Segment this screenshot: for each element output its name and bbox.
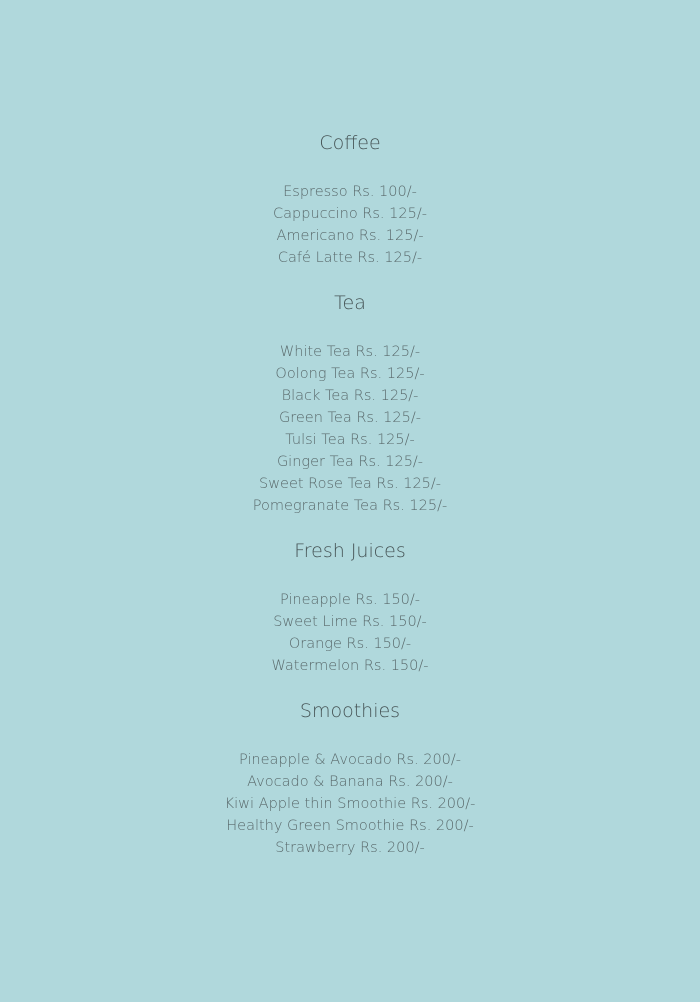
menu-item: Pineapple Rs. 150/-: [279, 592, 421, 608]
menu-section-fresh-juices: [272, 536, 429, 677]
item-list-tea: [253, 341, 447, 517]
menu-item: Strawberry Rs. 200/-: [275, 840, 425, 856]
menu-item: Black Tea Rs. 125/-: [281, 388, 419, 404]
menu-item: Watermelon Rs. 150/-: [271, 658, 429, 674]
menu-item: Sweet Rose Tea Rs. 125/-: [258, 476, 442, 492]
menu-item: White Tea Rs. 125/-: [279, 344, 421, 360]
menu-item: Sweet Lime Rs. 150/-: [273, 614, 427, 630]
menu-item: Orange Rs. 150/-: [288, 636, 412, 652]
section-title-fresh-juices: Fresh Juices: [294, 540, 406, 562]
menu-item: Americano Rs. 125/-: [276, 228, 424, 244]
menu-item: Espresso Rs. 100/-: [283, 184, 417, 200]
menu-item: Cappuccino Rs. 125/-: [273, 206, 427, 222]
menu-section-coffee: [273, 128, 427, 269]
menu-item: Ginger Tea Rs. 125/-: [276, 454, 424, 470]
menu-item: Café Latte Rs. 125/-: [277, 250, 423, 266]
section-title-coffee: Coffee: [319, 132, 381, 154]
menu-section-smoothies: [225, 696, 476, 859]
menu-item: Avocado & Banana Rs. 200/-: [247, 774, 453, 790]
item-list-coffee: [273, 181, 427, 269]
item-list-fresh-juices: [272, 589, 429, 677]
section-title-smoothies: Smoothies: [299, 700, 401, 722]
menu-item: Pomegranate Tea Rs. 125/-: [252, 498, 448, 514]
menu-section-tea: [253, 288, 447, 517]
menu-item: Oolong Tea Rs. 125/-: [275, 366, 425, 382]
menu-item: Tulsi Tea Rs. 125/-: [285, 432, 415, 448]
menu-item: Pineapple & Avocado Rs. 200/-: [238, 752, 462, 768]
menu-item: Green Tea Rs. 125/-: [279, 410, 421, 426]
menu-item: Healthy Green Smoothie Rs. 200/-: [226, 818, 474, 834]
menu-item: Kiwi Apple thin Smoothie Rs. 200/-: [224, 796, 476, 812]
item-list-smoothies: [225, 749, 476, 859]
section-title-tea: Tea: [334, 292, 366, 314]
